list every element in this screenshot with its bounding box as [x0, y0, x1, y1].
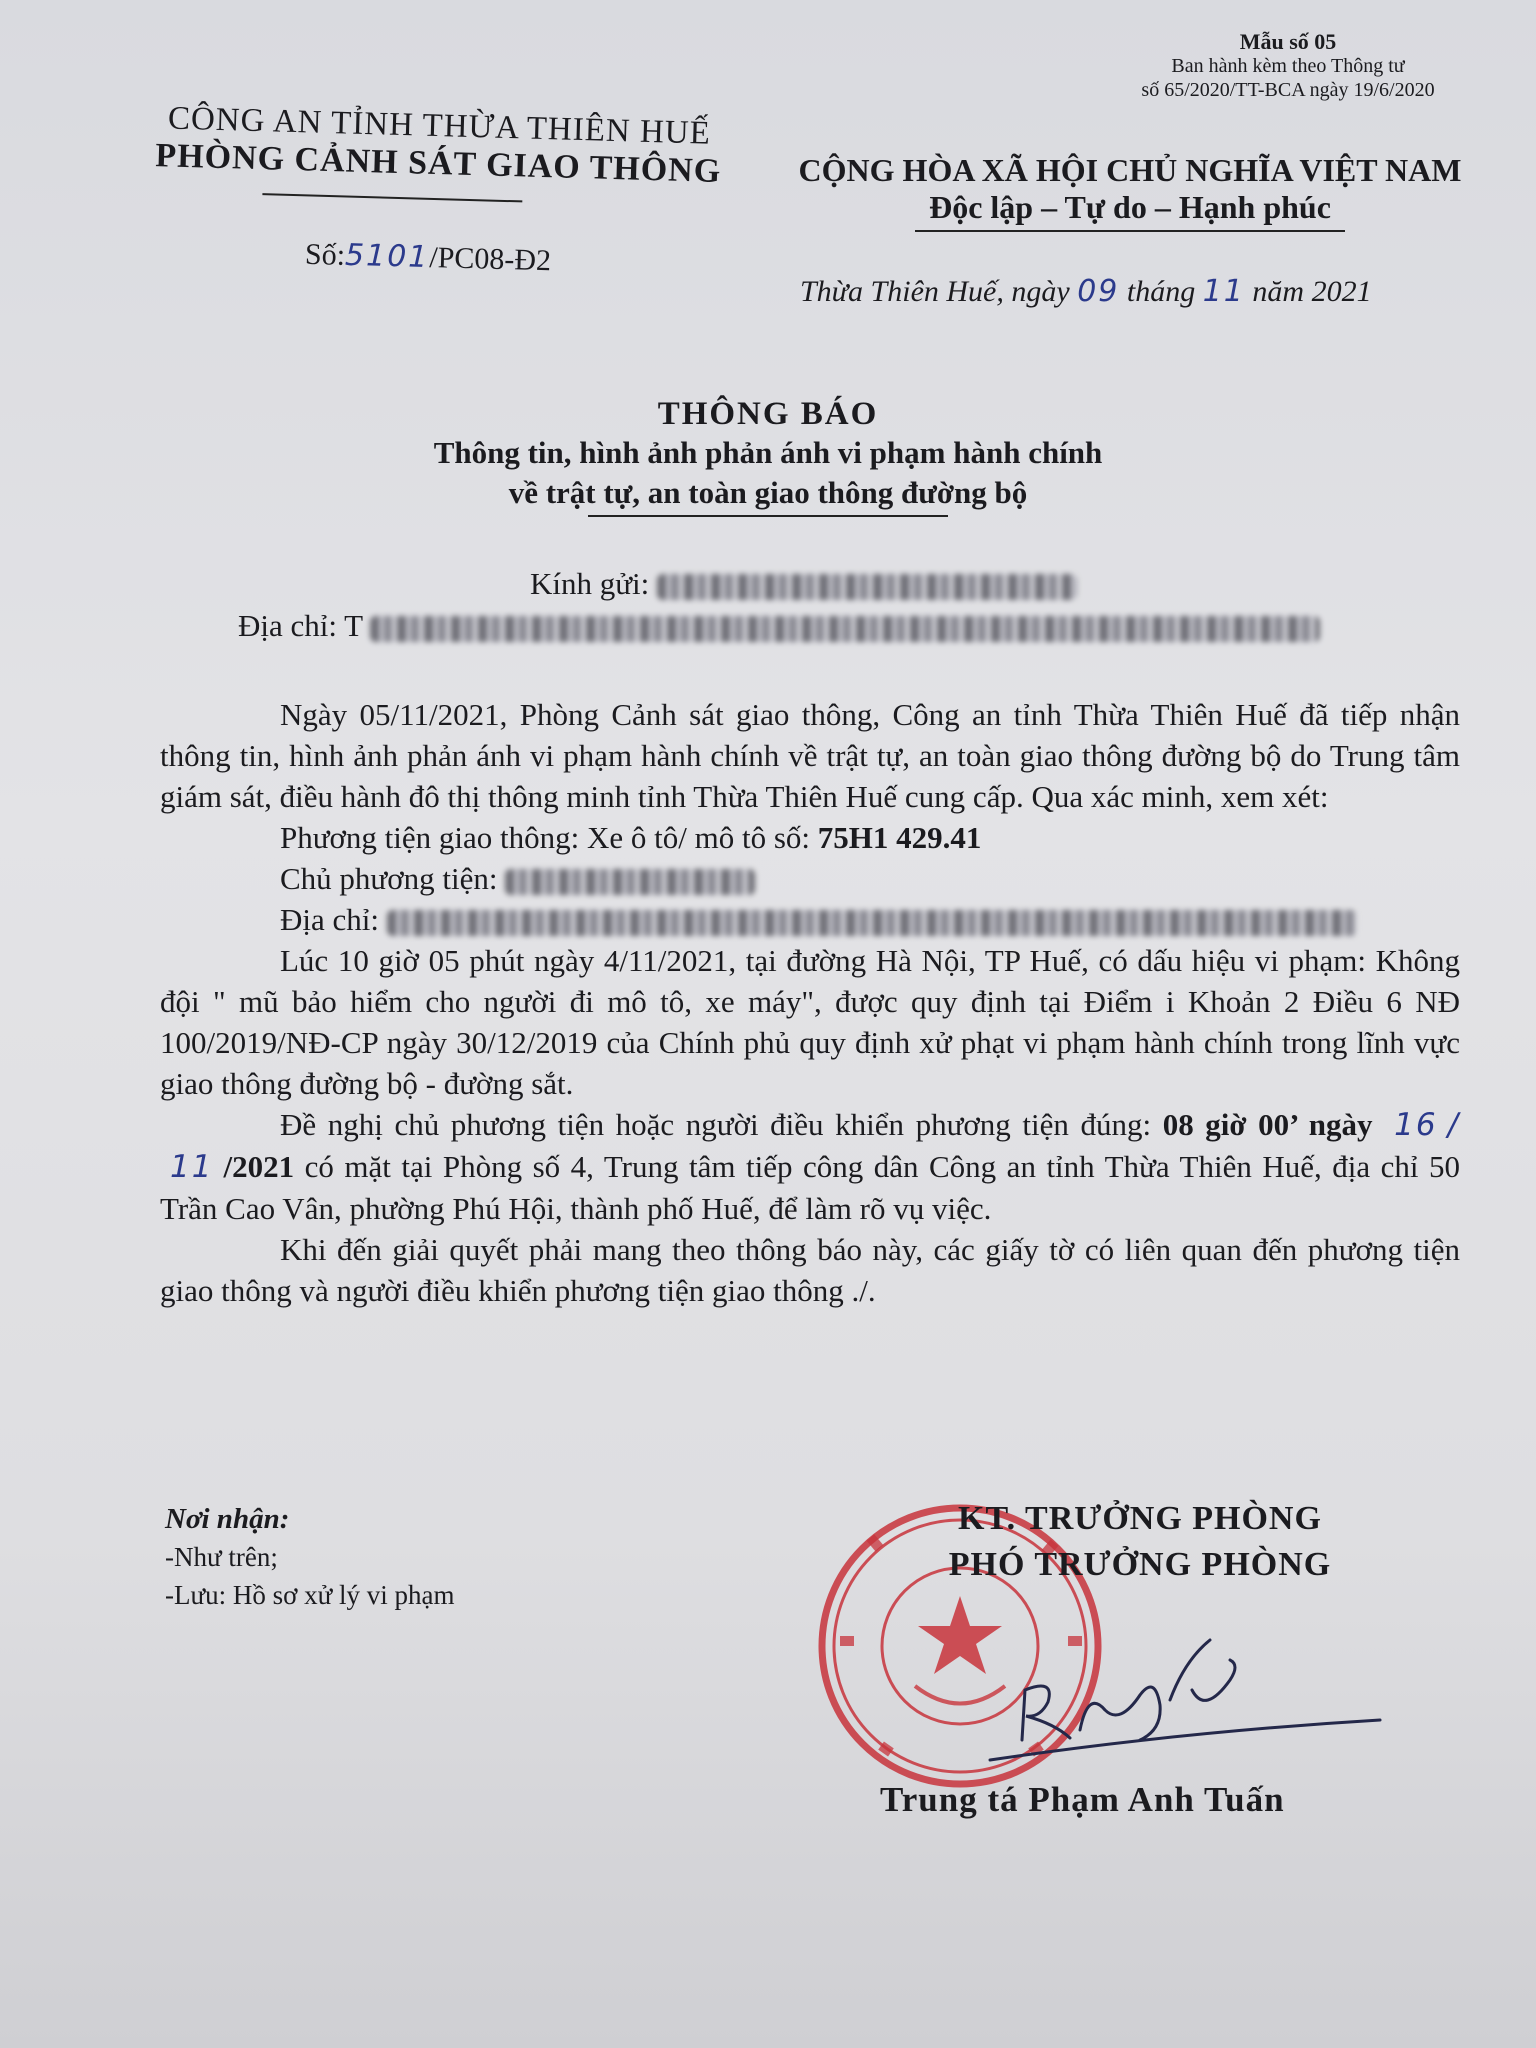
redacted-owner-name — [505, 869, 755, 895]
redacted-recipient-address — [370, 616, 1320, 642]
document-number-handwritten: 5101 — [344, 237, 430, 276]
issuing-agency — [148, 100, 730, 191]
signature-title: PHÓ TRƯỞNG PHÒNG — [948, 1546, 1332, 1583]
form-circular-line: Ban hành kèm theo Thông tư — [1171, 55, 1405, 77]
owner-address-line — [160, 899, 1460, 940]
nation-motto: Độc lập – Tự do – Hạnh phúc — [929, 189, 1331, 225]
summons-month: 11 — [170, 1149, 214, 1185]
body-paragraph-2: Lúc 10 giờ 05 phút ngày 4/11/2021, tại đường Hà Nội, TP Huế, có dấu hiệu vi phạm: Không đội " mũ bảo hiểm cho người đi mô tô, xe máy", được quy định tại Điểm i Khoản 2 Điều 6 NĐ 100/2019/NĐ-CP ngày 30/12/2019 của Chính phủ quy định xử phạt vi phạm hành chính trong lĩnh vực giao thông đường bộ - đường sắt. — [160, 943, 1460, 1101]
date-year: năm 2021 — [1252, 275, 1372, 308]
date-prefix: Thừa Thiên Huế, ngày — [800, 275, 1070, 308]
receivers-heading: Nơi nhận: — [165, 1503, 290, 1535]
summons-time: 08 giờ 00’ ngày — [1162, 1107, 1373, 1142]
owner-line — [160, 858, 1460, 899]
national-motto — [760, 152, 1500, 232]
date-month-label: tháng — [1126, 275, 1196, 308]
vehicle-plate: 75H1 429.41 — [817, 820, 982, 855]
summons-year: /2021 — [223, 1149, 295, 1184]
date-month: 11 — [1202, 274, 1245, 309]
signature-block — [860, 1496, 1420, 1588]
document-date — [800, 274, 1372, 309]
document-number-suffix: /PC08-Đ2 — [428, 241, 552, 278]
agency-parent: CÔNG AN TỈNH THỪA THIÊN HUẾ — [167, 100, 712, 152]
date-day: 09 — [1077, 274, 1120, 309]
redacted-recipient-name — [657, 574, 1077, 600]
title-sub-1: Thông tin, hình ảnh phản ánh vi phạm hành chính — [433, 435, 1103, 470]
receivers-block — [165, 1500, 455, 1614]
document-body — [160, 694, 1460, 1311]
owner-label: Chủ phương tiện: — [280, 861, 498, 896]
receiver-item: -Lưu: Hồ sơ xử lý vi phạm — [165, 1580, 455, 1610]
document-number — [305, 237, 552, 278]
body-paragraph-1: Ngày 05/11/2021, Phòng Cảnh sát giao thông, Công an tỉnh Thừa Thiên Huế đã tiếp nhận thông tin, hình ảnh phản ánh vi phạm hành chính về trật tự, an toàn giao thông đường bộ do Trung tâm giám sát, điều hành đô thị thông minh tỉnh Thừa Thiên Huế cung cấp. Qua xác minh, xem xét: — [160, 697, 1460, 814]
nation-name: CỘNG HÒA XÃ HỘI CHỦ NGHĨA VIỆT NAM — [798, 152, 1462, 188]
redacted-owner-address — [387, 910, 1357, 936]
summons-date-separator: / — [1447, 1107, 1461, 1143]
form-reference — [1098, 30, 1478, 102]
recipient-address-line — [238, 608, 1320, 644]
title-underline — [588, 515, 948, 517]
recipient-label: Kính gửi: — [530, 566, 650, 601]
owner-address-label: Địa chỉ: — [280, 902, 379, 937]
vehicle-label: Phương tiện giao thông: Xe ô tô/ mô tô số: — [280, 820, 811, 855]
document-number-label: Số: — [304, 237, 346, 272]
summons-location: có mặt tại Phòng số 4, Trung tâm tiếp công dân Công an tỉnh Thừa Thiên Huế, địa chỉ 50 Trần Cao Vân, phường Phú Hội, thành phố Huế, để làm rõ vụ việc. — [160, 1149, 1461, 1226]
body-paragraph-4: Khi đến giải quyết phải mang theo thông báo này, các giấy tờ có liên quan đến phương tiện giao thông và người điều khiển phương tiện giao thông ./. — [160, 1232, 1460, 1308]
summons-request: Đề nghị chủ phương tiện hoặc người điều khiển phương tiện đúng: — [280, 1107, 1152, 1142]
form-number: Mẫu số 05 — [1239, 29, 1337, 54]
title-sub-2: về trật tự, an toàn giao thông đường bộ — [508, 475, 1028, 510]
summons-day: 16 — [1394, 1107, 1438, 1143]
vehicle-line — [160, 817, 1460, 858]
recipient-line — [530, 566, 1077, 602]
motto-underline — [915, 230, 1345, 232]
recipient-address-label: Địa chỉ: T — [238, 608, 363, 643]
body-paragraph-3 — [160, 1104, 1460, 1229]
document-title — [0, 396, 1536, 517]
title-main: THÔNG BÁO — [657, 396, 879, 432]
signer-name: Trung tá Phạm Anh Tuấn — [880, 1780, 1285, 1819]
signature-authority: KT. TRƯỞNG PHÒNG — [958, 1500, 1322, 1537]
receiver-item: -Như trên; — [165, 1542, 278, 1572]
agency-name: PHÒNG CẢNH SÁT GIAO THÔNG — [154, 137, 722, 190]
handwritten-signature — [930, 1620, 1450, 1770]
form-circular-number: số 65/2020/TT-BCA ngày 19/6/2020 — [1141, 79, 1435, 101]
agency-underline — [262, 193, 522, 202]
